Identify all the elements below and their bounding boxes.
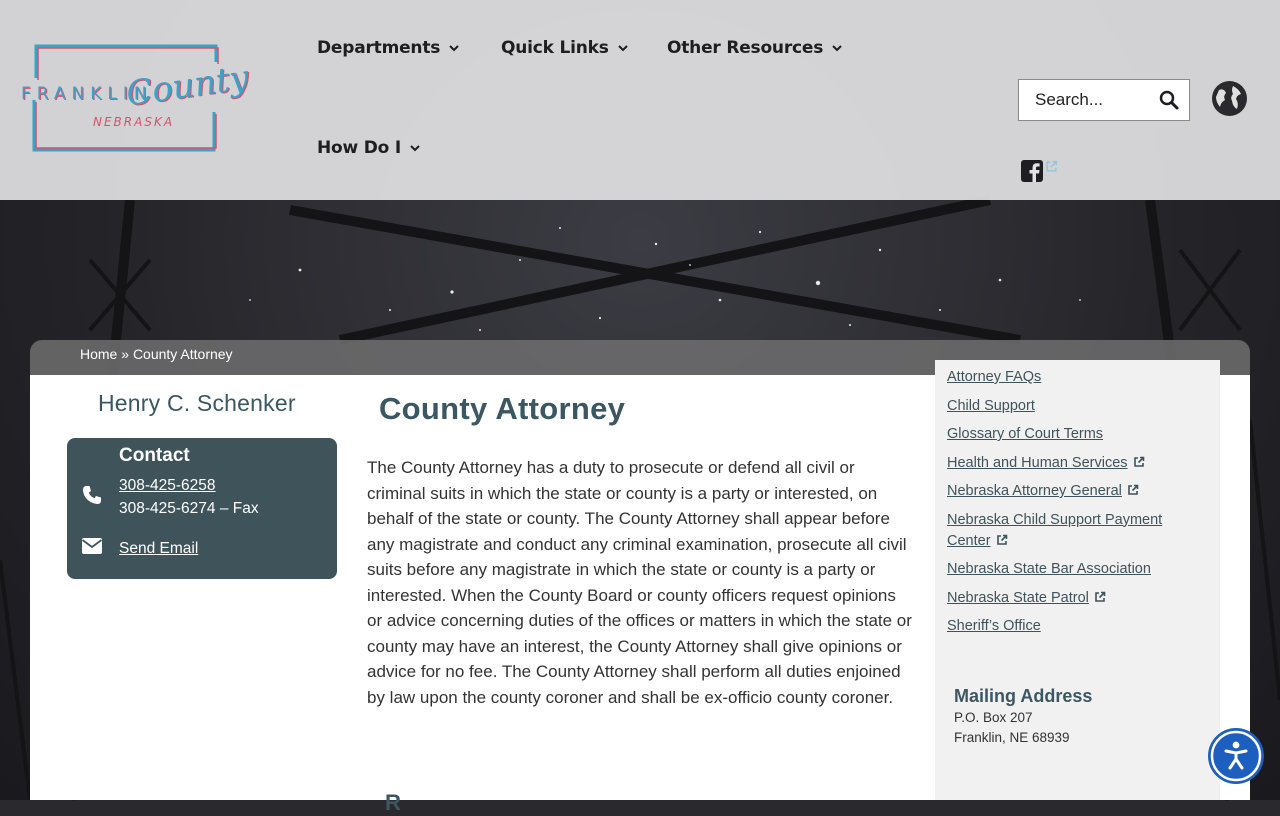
breadcrumb-current: County Attorney <box>132 346 233 362</box>
phone-link[interactable]: 308-425-6258 <box>119 477 216 494</box>
sidebar-link-label: Glossary of Court Terms <box>947 426 1104 442</box>
related-links-list <box>947 367 1207 645</box>
nav-departments-label: Departments <box>317 38 441 58</box>
sidebar-link[interactable] <box>947 367 1207 388</box>
breadcrumb-home-link[interactable]: Home <box>80 346 118 362</box>
facebook-icon <box>1021 160 1043 182</box>
sidebar-link-label: Nebraska State Patrol <box>947 589 1089 606</box>
search-icon[interactable] <box>1159 90 1179 110</box>
chevron-down-icon <box>831 42 843 54</box>
section-heading-partial: R <box>385 790 401 815</box>
sidebar-link[interactable] <box>947 510 1207 552</box>
person-name: Henry C. Schenker <box>98 390 296 416</box>
external-link-icon <box>1045 160 1058 173</box>
external-link-icon <box>1127 484 1139 496</box>
fax-number: 308-425-6274 – Fax <box>119 500 259 517</box>
search-input[interactable] <box>1035 90 1155 110</box>
sidebar-link[interactable] <box>947 396 1207 417</box>
sidebar-link[interactable] <box>947 481 1207 502</box>
sidebar-link[interactable] <box>947 616 1207 637</box>
phone-icon <box>81 484 103 506</box>
contact-title: Contact <box>119 445 190 466</box>
sidebar-link-label: Attorney FAQs <box>947 369 1042 385</box>
mailing-address-line1: P.O. Box 207 <box>954 710 1033 725</box>
sidebar-link[interactable] <box>947 424 1207 445</box>
sidebar-link-label: Child Support <box>947 397 1035 414</box>
sidebar-link-label: Sheriff’s Office <box>947 618 1041 634</box>
logo-franklin-text: FRANKLIN <box>21 84 153 104</box>
external-link-icon <box>996 534 1008 546</box>
mailing-address-heading: Mailing Address <box>954 686 1093 706</box>
nav-how-do-i[interactable] <box>317 138 421 158</box>
sidebar-link[interactable] <box>947 588 1207 609</box>
nav-how-do-i-label: How Do I <box>317 138 401 158</box>
chevron-down-icon <box>409 142 421 154</box>
sidebar-link-label: Nebraska Attorney General <box>947 483 1122 499</box>
page-title: County Attorney <box>379 391 626 426</box>
description-paragraph: The County Attorney has a duty to prosecute or defend all civil or criminal suits in which the state or county is a party or interested, on behalf of the state or county. The County Attorney shall appear before any magistrate and conduct any criminal examination, prosecute all civil suits before any magistrate in which the state or county is a party or interested. When the County Board or county officers request opinions or advice concerning duties of the offices or matters in which the state or county may have an interest, the County Attorney shall give opinions or advice for no fee. The County Attorney shall perform all duties enjoined by law upon the county coroner and shall be ex-officio county coroner. <box>367 458 912 707</box>
chevron-down-icon <box>617 42 629 54</box>
sidebar-link-label: Nebraska Child Support Payment Center <box>947 511 1163 549</box>
logo-county-script: County <box>123 57 252 115</box>
franklin-county-logo[interactable] <box>20 42 252 154</box>
nav-other-resources[interactable] <box>667 38 843 58</box>
chevron-down-icon <box>448 42 460 54</box>
external-link-icon <box>1133 456 1145 468</box>
globe-icon[interactable] <box>1211 80 1248 117</box>
send-email-link[interactable]: Send Email <box>119 540 199 557</box>
envelope-icon <box>81 537 103 555</box>
nav-other-resources-label: Other Resources <box>667 38 824 58</box>
logo-nebraska-text: NEBRASKA <box>93 115 175 129</box>
breadcrumb-separator: » <box>121 346 130 362</box>
search-box <box>1018 79 1190 121</box>
external-link-icon <box>1094 591 1106 603</box>
nav-quick-links[interactable] <box>501 38 629 58</box>
nav-quick-links-label: Quick Links <box>501 38 609 58</box>
mailing-address-line2: Franklin, NE 68939 <box>954 730 1070 745</box>
site-header <box>0 0 1280 200</box>
sidebar-link-label: Health and Human Services <box>947 454 1128 471</box>
sidebar-link-label: Nebraska State Bar Association <box>947 561 1151 577</box>
contact-card <box>67 438 337 579</box>
sidebar-link[interactable] <box>947 453 1207 474</box>
nav-departments[interactable] <box>317 38 460 58</box>
accessibility-icon[interactable] <box>1207 727 1265 785</box>
sidebar-link[interactable] <box>947 559 1207 580</box>
facebook-link[interactable] <box>1021 160 1058 182</box>
